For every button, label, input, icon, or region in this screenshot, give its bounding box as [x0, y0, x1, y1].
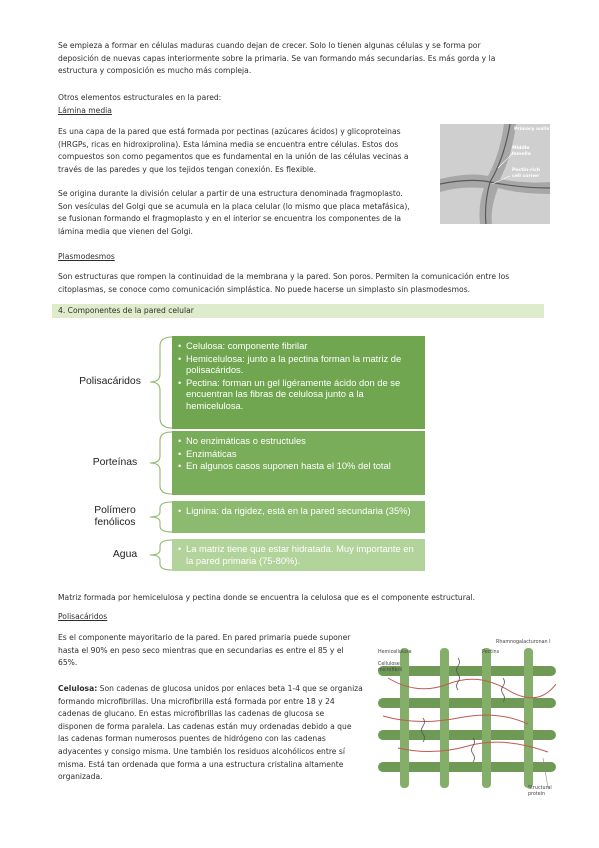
- brace-agua: [150, 540, 172, 570]
- text-line: compuestos son como pegamentos que es fundamental en la unión de las células vecinas a: [58, 152, 409, 162]
- item-agua: • La matriz tiene que estar hidratada. Muy importante en la pared primaria (75-80%).: [186, 543, 419, 566]
- text-line: se fusionan formando el fragmoplasto y en el interior se encuentra los componentes de la: [58, 214, 402, 224]
- text-line: Son estructuras que rompen la continuidad de la membrana y la pared. Son poros. Permiten la comunicación entre los: [58, 272, 510, 281]
- item-porcentaje: • En algunos casos suponen hasta el 10% del total: [186, 460, 419, 472]
- label-hemicellulose: Hemicellulose: [378, 650, 412, 655]
- text-line: (HRGPs, ricas en hidroxiprolina). Esta lámina media se encuentra entre células. Estos dos: [58, 139, 399, 149]
- celulosa-term: Celulosa:: [58, 684, 98, 693]
- cell-wall-model-figure: [378, 638, 556, 798]
- box-fenolicos: [172, 501, 425, 533]
- label-pectin-corner: Pectin-rich cell corner: [512, 168, 540, 179]
- text-line: Se origina durante la división celular a partir de una estructura denominada fragmoplasto.: [58, 189, 403, 198]
- group-label-agua: Agua: [112, 549, 138, 560]
- otros-elementos: Otros elementos estructurales en la pared:: [58, 93, 222, 102]
- brace-proteinas: [150, 432, 172, 494]
- box-proteinas: [172, 431, 425, 495]
- text-line: organizada.: [58, 772, 103, 782]
- intro-line: estructura y composición es mucho más compleja.: [58, 66, 252, 76]
- group-label-fenolicos: Polímero fenólicos: [94, 505, 136, 528]
- label-structural-protein: Structural protein: [528, 786, 552, 797]
- text-line: citoplasmas, se conoce como comunicación simplástica. No puede hacerse un simplasto sin plasmodesmos.: [58, 284, 471, 294]
- intro-line: Se empieza a formar en células maduras cuando dejan de crecer. Solo lo tienen algunas células y se forma por: [58, 41, 481, 50]
- label-pectins: Pectins: [482, 650, 500, 655]
- label-primary-walls: Primary walls: [514, 127, 550, 132]
- lamina-heading: Lámina media: [58, 106, 112, 115]
- cell-wall-drawing: [378, 638, 556, 798]
- group-label-polisacaridos: Polisacáridos: [79, 376, 141, 387]
- text-line: lámina media que vienen del Golgi.: [58, 226, 193, 236]
- intro-line: deposición de nuevas capas interiormente sobre la primaria. Se van formando más secundarias. Es más gorda y la: [58, 53, 496, 63]
- item-lignina: • Lignina: da rigidez, está en la pared secundaria (35%): [186, 505, 419, 517]
- text-line: misma. Está tan ordenada que forma a una estructura cristalina altamente: [58, 759, 344, 769]
- text-line: las cadenas forman numerosos puentes de hidrógeno con las cadenas: [58, 734, 326, 744]
- text-line: 65%.: [58, 658, 78, 668]
- celulosa-first-text: Son cadenas de glucosa unidos por enlaces beta 1-4 que se organiza: [97, 684, 363, 693]
- text-line: adyacentes y consigo misma. Une también los residuos alcohólicos entre sí: [58, 746, 345, 756]
- text-line: Son vesículas del Golgi que se acumula en la placa celular (lo mismo que placa metafásica),: [58, 201, 410, 211]
- item-pectina: • Pectina: forman un gel ligéramente ácido don de se encuentran las fibras de celulosa junto a la hemicelulosa.: [186, 377, 419, 412]
- polisacaridos-heading: Polisacáridos: [58, 612, 108, 621]
- matriz-sentence: Matriz formada por hemicelulosa y pectina donde se encuentra la celulosa que es el componente estructural.: [58, 593, 476, 602]
- polisacaridos-paragraph: [58, 632, 350, 670]
- text-line: Es una capa de la pared que está formada por pectinas (azúcares ácidos) y glicoproteinas: [58, 127, 401, 136]
- plasmodesmos-heading: Plasmodesmos: [58, 252, 115, 261]
- brace-polisacaridos: [150, 337, 172, 428]
- text-line: Es el componente mayoritario de la pared. En pared primaria puede suponer: [58, 633, 351, 642]
- section-heading-bar: 4. Componentes de la pared celular: [52, 304, 544, 318]
- text-line: través de las paredes y que los tejidos tengan conexión. Es flexible.: [58, 164, 317, 174]
- text-line: disponen de forma paralela. Las cadenas están muy ordenadas debido a que: [58, 721, 352, 731]
- item-celulosa: • Celulosa: componente fibrilar: [186, 340, 419, 352]
- text-line: cadenas de glucano. En estas microfibrillas las cadenas de glucosa se: [58, 709, 325, 719]
- label-cellulose-microfibril: Cellulose microfibril: [378, 662, 403, 673]
- box-agua: [172, 539, 425, 571]
- label-rhamnogalacturonan: Rhamnogalacturonan I: [496, 640, 551, 645]
- text-line: hasta el 90% en peso seco mientras que en secundarias es entre el 85 y el: [58, 645, 344, 655]
- item-hemicelulosa: • Hemicelulosa: junto a la pectina forman la matriz de polisacáridos.: [186, 353, 419, 376]
- celulosa-first-line: [58, 683, 363, 696]
- label-middle-lamella: Middle lamella: [512, 146, 531, 157]
- text-line: formando microfibrillas. Una microfibrilla está formada por entre 18 y 24: [58, 696, 335, 706]
- brace-fenolicos: [150, 502, 172, 532]
- item-no-enzimaticas: • No enzimáticas o estructules: [186, 435, 419, 447]
- group-label-proteinas: Porteínas: [92, 457, 138, 468]
- box-polisacaridos: [172, 336, 425, 429]
- celulosa-paragraph: [58, 683, 363, 784]
- item-enzimaticas: • Enzimáticas: [186, 448, 419, 460]
